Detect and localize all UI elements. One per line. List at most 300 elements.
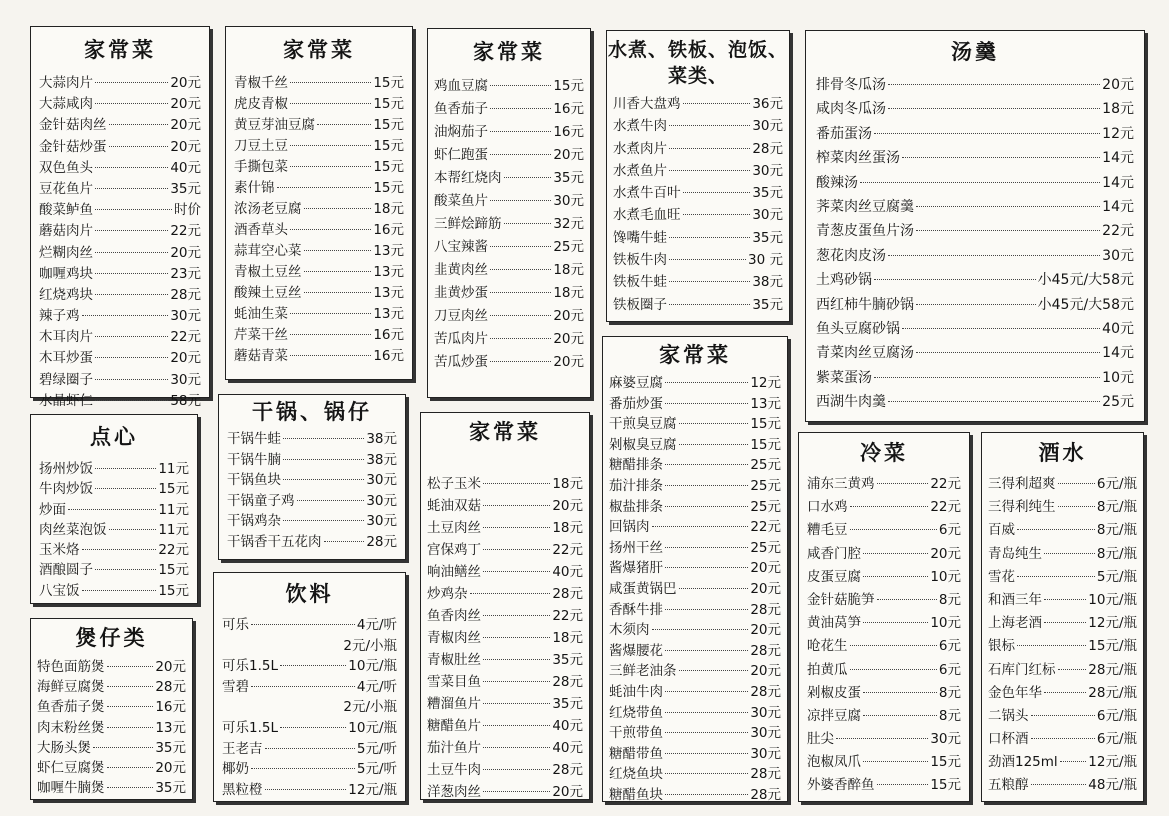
menu-item-name: 烂糊肉丝 <box>39 244 93 261</box>
menu-item-name: 椒盐排条 <box>609 498 663 515</box>
dot-leader <box>95 468 156 469</box>
menu-item-name: 雪碧 <box>222 678 249 695</box>
menu-item <box>226 199 412 220</box>
menu-item-price: 18元 <box>373 201 404 217</box>
menu-item-price: 15元/瓶 <box>1088 638 1137 655</box>
dot-leader <box>490 246 551 247</box>
menu-item <box>214 656 405 677</box>
menu-item-name: 糖醋鱼块 <box>609 786 663 803</box>
menu-item-price: 6元 <box>938 522 961 539</box>
menu-item <box>603 764 787 785</box>
dot-leader <box>669 125 750 126</box>
menu-item <box>982 612 1143 635</box>
section-title: 酒水 <box>1038 441 1087 465</box>
menu-item-price: 20元 <box>170 117 201 134</box>
menu-item <box>603 558 787 579</box>
menu-item-name: 铁板圈子 <box>613 296 667 313</box>
menu-item <box>806 171 1144 195</box>
menu-item-name: 蚝油生菜 <box>234 306 288 322</box>
menu-item-price: 8元 <box>938 707 961 724</box>
dot-leader <box>863 622 928 623</box>
menu-item <box>806 195 1144 219</box>
menu-item-price: 8元 <box>938 591 961 608</box>
menu-item-price: 18元 <box>552 476 583 492</box>
menu-item <box>799 473 969 496</box>
dot-leader <box>297 500 365 501</box>
dot-leader <box>490 154 551 155</box>
menu-item-price: 36元 <box>752 96 783 112</box>
dot-leader <box>1031 715 1095 716</box>
menu-item <box>603 435 787 456</box>
dot-leader <box>902 157 1100 158</box>
menu-item-price: 22元 <box>552 608 583 624</box>
menu-item <box>799 728 969 751</box>
dot-leader <box>251 624 355 625</box>
menu-item <box>31 677 192 697</box>
dot-leader <box>863 761 928 762</box>
menu-section-s12 <box>798 432 970 802</box>
dot-leader <box>665 773 748 774</box>
menu-item-name: 上海老酒 <box>988 615 1042 632</box>
menu-item <box>31 657 192 677</box>
menu-item-price: 22元 <box>170 329 201 346</box>
menu-item <box>806 146 1144 170</box>
menu-item-name: 木须肉 <box>609 622 650 639</box>
menu-item <box>219 470 405 491</box>
dot-leader <box>95 167 168 168</box>
dot-leader <box>874 133 1100 134</box>
dot-leader <box>665 567 748 568</box>
menu-item <box>799 705 969 728</box>
menu-item-name: 酸辣土豆丝 <box>234 285 302 301</box>
dot-leader <box>888 84 1100 85</box>
menu-item-price: 20元 <box>750 560 781 577</box>
menu-item-price: 15元 <box>373 180 404 196</box>
dot-leader <box>290 313 371 314</box>
menu-item-name: 紫菜蛋汤 <box>816 369 872 386</box>
dot-leader <box>490 269 551 270</box>
menu-item-price: 13元 <box>373 285 404 301</box>
section-title: 点心 <box>90 425 138 449</box>
menu-item-price: 6元/瓶 <box>1096 476 1137 492</box>
menu-item <box>806 73 1144 97</box>
dot-leader <box>863 553 928 554</box>
menu-item <box>31 200 209 221</box>
menu-item <box>428 190 590 213</box>
dot-leader <box>95 103 168 104</box>
menu-item-name: 肉末粉丝煲 <box>37 719 105 736</box>
menu-item-name: 干锅鸡杂 <box>227 513 281 529</box>
menu-item <box>603 641 787 662</box>
menu-item <box>603 600 787 621</box>
dot-leader <box>665 753 748 754</box>
menu-item-price: 15元 <box>930 777 961 794</box>
menu-item-name: 糟溜鱼片 <box>427 696 481 712</box>
menu-item-price: 15元 <box>373 138 404 154</box>
menu-item-price: 20元 <box>1102 77 1134 93</box>
menu-item-name: 咖喱牛腩煲 <box>37 780 105 797</box>
menu-item-price: 30元 <box>366 492 397 509</box>
dot-leader <box>95 379 168 380</box>
menu-item <box>607 160 789 182</box>
dot-leader <box>665 732 748 733</box>
menu-item-name: 口杯酒 <box>988 731 1029 748</box>
menu-item-name: 雪花 <box>988 568 1015 585</box>
dot-leader <box>95 488 156 489</box>
menu-item-price: 13元 <box>373 306 404 322</box>
menu-item-price: 30元 <box>752 118 783 135</box>
menu-item <box>603 620 787 641</box>
menu-item-name: 干煎臭豆腐 <box>609 416 677 433</box>
dot-leader <box>1017 529 1095 530</box>
menu-item-name: 豆花鱼片 <box>39 180 93 197</box>
menu-item <box>607 249 789 271</box>
menu-item <box>31 697 192 717</box>
menu-item-price: 15元 <box>158 582 189 599</box>
menu-item-price: 20元 <box>750 580 781 597</box>
menu-item-price: 20元 <box>170 96 201 113</box>
dot-leader <box>109 124 169 125</box>
dot-leader <box>251 686 355 687</box>
menu-item <box>421 649 589 671</box>
menu-item-price: 20元 <box>553 308 584 324</box>
dot-leader <box>280 727 346 728</box>
menu-item-price: 30元 <box>366 513 397 529</box>
menu-item <box>428 305 590 328</box>
dot-leader <box>290 355 371 356</box>
dot-leader <box>679 588 749 589</box>
menu-item-name: 黑粒橙 <box>222 781 263 798</box>
dot-leader <box>1058 669 1087 670</box>
dot-leader <box>679 670 749 671</box>
dot-leader <box>1044 622 1086 623</box>
menu-item-price: 40元 <box>552 740 583 756</box>
dot-leader <box>665 794 748 795</box>
menu-item-price: 8元 <box>938 684 961 701</box>
menu-item-name: 铁板牛蛙 <box>613 274 667 291</box>
menu-item-price: 时价 <box>174 202 201 219</box>
dot-leader <box>863 692 937 693</box>
menu-item <box>603 517 787 538</box>
menu-item-price: 25元 <box>1102 394 1134 411</box>
menu-item-price: 15元 <box>750 416 781 433</box>
menu-item-name: 三鲜烩蹄筋 <box>434 216 502 232</box>
menu-item-name: 虾仁跑蛋 <box>434 147 488 163</box>
dot-leader <box>665 547 748 548</box>
dot-leader <box>109 146 169 147</box>
menu-item <box>799 774 969 797</box>
menu-item <box>31 243 209 264</box>
menu-item-price: 58元 <box>170 392 201 409</box>
dot-leader <box>850 645 937 646</box>
dot-leader <box>490 108 551 109</box>
menu-item <box>421 561 589 583</box>
menu-item <box>31 738 192 758</box>
section-title: 家常菜 <box>473 40 545 64</box>
menu-item <box>982 705 1143 728</box>
menu-item-price: 38元 <box>366 431 397 447</box>
menu-item <box>31 221 209 242</box>
menu-item <box>31 758 192 778</box>
menu-item <box>421 605 589 627</box>
dot-leader <box>490 200 551 201</box>
menu-item-price: 30元 <box>553 193 584 209</box>
menu-item-price: 8元/瓶 <box>1096 499 1137 516</box>
menu-item-price: 16元 <box>553 124 584 140</box>
menu-item <box>31 778 192 798</box>
menu-item-price: 25元 <box>750 498 781 515</box>
dot-leader <box>850 506 929 507</box>
menu-item-price: 6元/瓶 <box>1096 731 1137 748</box>
menu-item-price: 6元/瓶 <box>1096 707 1137 724</box>
menu-item-name: 酱爆猪肝 <box>609 560 663 577</box>
menu-item-price: 28元 <box>750 683 781 700</box>
menu-item-name: 干锅香干五花肉 <box>227 533 322 550</box>
menu-item <box>31 306 209 327</box>
menu-item-price: 35元 <box>155 780 186 797</box>
menu-item-price: 15元 <box>373 159 404 175</box>
menu-item <box>982 473 1143 496</box>
dot-leader <box>483 703 550 704</box>
menu-item-name: 蒜茸空心菜 <box>234 243 302 259</box>
menu-item-name: 青椒千丝 <box>234 75 288 91</box>
menu-item-price: 22元 <box>750 519 781 536</box>
menu-item-name: 西红柿牛腩砂锅 <box>816 296 914 313</box>
menu-item-price: 11元 <box>158 501 189 518</box>
dot-leader <box>95 209 172 210</box>
menu-item-name: 本帮红烧肉 <box>434 170 502 186</box>
dot-leader <box>283 438 364 439</box>
dot-leader <box>290 145 371 146</box>
menu-item-price: 14元 <box>1102 345 1134 362</box>
menu-item-name: 荠菜肉丝豆腐羹 <box>816 198 914 215</box>
menu-item-price: 40元 <box>552 564 583 580</box>
menu-item-name: 番茄炒蛋 <box>609 395 663 412</box>
menu-item-price: 20元 <box>553 147 584 163</box>
dot-leader <box>280 665 346 666</box>
menu-item-price: 30 元 <box>748 252 783 269</box>
dot-leader <box>483 725 550 726</box>
menu-item-name: 木耳肉片 <box>39 329 93 346</box>
menu-item-name: 雪菜目鱼 <box>427 674 481 690</box>
menu-item-name: 鱼香茄子煲 <box>37 699 105 716</box>
menu-item-name: 辣子鸡 <box>39 308 80 325</box>
menu-item <box>607 115 789 137</box>
menu-item <box>31 581 197 601</box>
menu-section-s9 <box>602 336 788 802</box>
menu-section-s2 <box>225 26 413 380</box>
dot-leader <box>490 292 551 293</box>
menu-item-price: 22元 <box>170 223 201 240</box>
menu-item <box>226 304 412 325</box>
menu-section-s3 <box>427 28 591 398</box>
menu-item-price: 22元 <box>930 499 961 516</box>
menu-item-price: 5元/瓶 <box>1096 568 1137 585</box>
menu-item-name: 蚝油牛肉 <box>609 683 663 700</box>
menu-item-price: 30元 <box>170 308 201 325</box>
menu-item <box>428 213 590 236</box>
dot-leader <box>1044 553 1095 554</box>
menu-item-name: 干锅牛蛙 <box>227 431 281 447</box>
menu-item-price: 35元 <box>752 229 783 246</box>
menu-item-price: 18元 <box>1102 101 1134 118</box>
menu-item-name: 酒酿圆子 <box>39 562 93 579</box>
menu-item-price: 28元/瓶 <box>1088 684 1137 701</box>
menu-item-price: 20元 <box>553 331 584 347</box>
menu-item-name: 扬州炒饭 <box>39 461 93 477</box>
menu-item-price: 35元 <box>552 652 583 668</box>
menu-section-s6 <box>30 414 198 604</box>
menu-item-name: 肚尖 <box>807 731 834 748</box>
menu-item-price: 35元 <box>155 739 186 756</box>
menu-item-price: 4元/听 <box>356 678 397 695</box>
dot-leader <box>877 599 937 600</box>
menu-item-name: 糟毛豆 <box>807 522 848 539</box>
section-title: 家常菜 <box>283 38 355 62</box>
menu-item-price: 10元/瓶 <box>1088 591 1137 608</box>
menu-item <box>219 511 405 532</box>
menu-item-name: 芹菜干丝 <box>234 327 288 343</box>
menu-item-price: 30元 <box>750 725 781 742</box>
menu-item <box>603 723 787 744</box>
dot-leader <box>317 124 371 125</box>
menu-item <box>428 121 590 144</box>
menu-item <box>226 262 412 283</box>
menu-item-price: 12元/瓶 <box>1088 754 1137 771</box>
dot-leader <box>483 615 550 616</box>
menu-item-name: 大肠头煲 <box>37 739 91 756</box>
menu-item-price: 20元 <box>552 498 583 514</box>
menu-item-name: 可乐1.5L <box>222 658 278 675</box>
dot-leader <box>95 336 168 337</box>
menu-item-price: 16元 <box>553 101 584 117</box>
dot-leader <box>93 747 153 748</box>
menu-item-name: 红烧鸡块 <box>39 286 93 303</box>
menu-item-name: 可乐 <box>222 617 249 633</box>
dot-leader <box>107 706 154 707</box>
menu-item <box>428 167 590 190</box>
section-title: 汤羹 <box>951 40 999 64</box>
dot-leader <box>1044 599 1086 600</box>
menu-item <box>982 519 1143 542</box>
menu-item-price: 20元 <box>155 759 186 776</box>
menu-item-price: 30元 <box>170 371 201 388</box>
menu-item <box>428 236 590 259</box>
menu-item-price: 15元 <box>930 754 961 771</box>
menu-item-name: 松子玉米 <box>427 476 481 492</box>
menu-item-name: 红烧鱼块 <box>609 766 663 783</box>
dot-leader <box>68 509 156 510</box>
menu-section-s7 <box>218 394 406 560</box>
menu-item <box>31 500 197 520</box>
menu-item-name: 鱼头豆腐砂锅 <box>816 320 900 337</box>
section-title: 家常菜 <box>469 420 541 444</box>
menu-item-name: 干锅童子鸡 <box>227 492 295 509</box>
menu-item-price: 6元 <box>938 661 961 678</box>
dot-leader <box>669 281 750 282</box>
menu-item-price: 25元 <box>750 477 781 494</box>
menu-item <box>214 718 405 739</box>
menu-item <box>603 682 787 703</box>
menu-item <box>219 450 405 471</box>
dot-leader <box>669 148 750 149</box>
menu-item-name: 干锅鱼块 <box>227 472 281 488</box>
menu-item <box>603 579 787 600</box>
menu-item-name: 茄汁鱼片 <box>427 740 481 756</box>
menu-item-name: 口水鸡 <box>807 499 848 516</box>
menu-item <box>31 137 209 158</box>
menu-item-name: 金针菇肉丝 <box>39 117 107 134</box>
dot-leader <box>504 177 552 178</box>
menu-item <box>982 751 1143 774</box>
menu-item <box>607 138 789 160</box>
menu-item-price: 12元/瓶 <box>348 781 397 798</box>
menu-item-name: 干煎带鱼 <box>609 725 663 742</box>
menu-item-name: 糖醋带鱼 <box>609 745 663 762</box>
menu-item-price: 28元 <box>750 766 781 783</box>
menu-item-name: 五粮醇 <box>988 777 1029 794</box>
dot-leader <box>304 271 372 272</box>
dot-leader <box>283 520 364 521</box>
menu-item-name: 馋嘴牛蛙 <box>613 229 667 246</box>
menu-item <box>799 496 969 519</box>
menu-item-name: 苦瓜炒蛋 <box>434 354 488 370</box>
menu-item-price: 40元 <box>1102 320 1134 337</box>
menu-item <box>799 751 969 774</box>
menu-item <box>219 532 405 553</box>
section-title: 煲仔类 <box>75 626 148 650</box>
dot-leader <box>665 650 748 651</box>
menu-item-price: 28元 <box>750 601 781 618</box>
menu-item-name: 土鸡砂锅 <box>816 272 872 289</box>
menu-item-price: 5元/听 <box>356 740 397 757</box>
menu-item-price: 28元 <box>155 679 186 696</box>
menu-item <box>603 703 787 724</box>
menu-item-price: 30元 <box>750 745 781 762</box>
menu-item-price: 15元 <box>158 562 189 579</box>
menu-item-name: 红烧带鱼 <box>609 704 663 721</box>
menu-item <box>806 244 1144 268</box>
menu-item-price: 28元 <box>750 786 781 803</box>
menu-item-name: 铁板牛肉 <box>613 252 667 269</box>
dot-leader <box>863 715 937 716</box>
menu-item-name: 青椒土豆丝 <box>234 264 302 280</box>
dot-leader <box>683 214 751 215</box>
dot-leader <box>916 304 1036 305</box>
menu-item-name: 葱花肉皮汤 <box>816 247 886 264</box>
menu-item-name: 虾仁豆腐煲 <box>37 759 105 776</box>
menu-item <box>31 391 209 412</box>
menu-item <box>428 351 590 374</box>
menu-item-price: 8元/瓶 <box>1096 522 1137 539</box>
menu-section-s8 <box>420 412 590 800</box>
dot-leader <box>1058 483 1095 484</box>
menu-item-price: 2元/小瓶 <box>343 637 397 654</box>
menu-item-name: 咖喱鸡块 <box>39 265 93 282</box>
menu-item-name: 八宝饭 <box>39 582 80 599</box>
menu-item-name: 香酥牛排 <box>609 601 663 618</box>
dot-leader <box>863 576 928 577</box>
menu-item <box>214 759 405 780</box>
dot-leader <box>902 328 1100 329</box>
menu-item-price: 20元 <box>930 545 961 562</box>
menu-item <box>421 539 589 561</box>
dot-leader <box>490 85 551 86</box>
dot-leader <box>95 188 168 189</box>
menu-item <box>214 615 405 636</box>
section-title: 家常菜 <box>659 343 731 367</box>
menu-item <box>806 268 1144 292</box>
